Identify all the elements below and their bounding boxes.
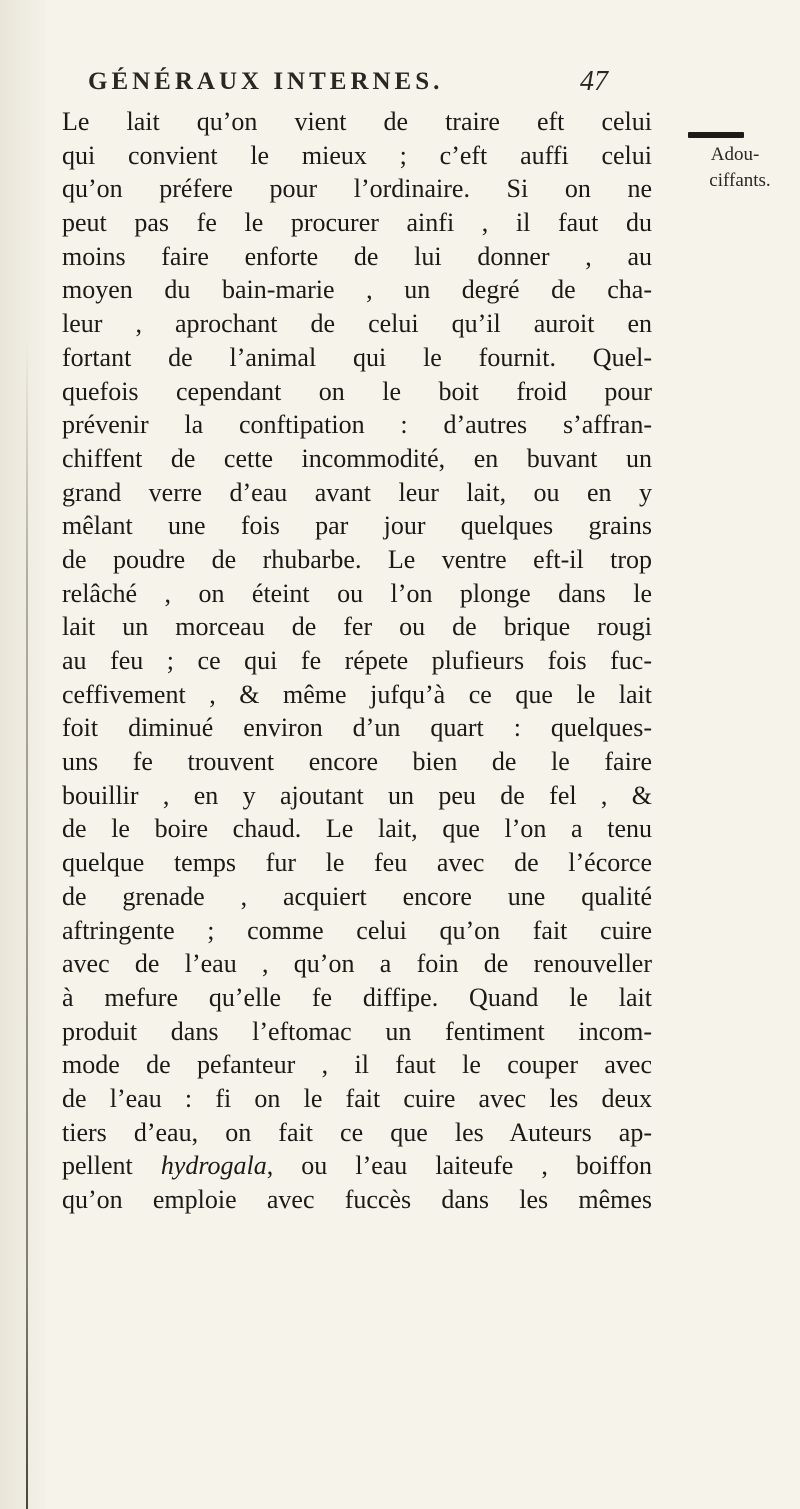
body-line: prévenir la conftipation : d’autres s’affran- — [62, 410, 652, 440]
body-line: fortant de l’animal qui le fournit. Quel- — [62, 342, 652, 372]
body-line: ceffivement , & même jufqu’à ce que le lait — [62, 679, 652, 709]
body-line: mode de pefanteur , il faut le couper avec — [62, 1050, 652, 1080]
body-line: avec de l’eau , qu’on a foin de renouveller — [62, 949, 652, 979]
margin-note-line-2: ciffants. — [709, 170, 771, 191]
margin-note-line-1: Adou- — [710, 144, 760, 165]
body-text — [62, 105, 652, 1217]
body-line: chiffent de cette incommodité, en buvant un — [62, 443, 652, 473]
body-line: Le lait qu’on vient de traire eft celui — [62, 107, 652, 136]
body-line: foit diminué environ d’un quart : quelques- — [62, 713, 652, 743]
margin-note — [680, 132, 790, 194]
line-text-before: pellent — [62, 1151, 161, 1181]
body-line: tiers d’eau, on fait ce que les Auteurs ap- — [62, 1117, 652, 1147]
body-line: quelque temps fur le feu avec de l’écorce — [62, 848, 652, 878]
body-line-with-term — [62, 1149, 652, 1183]
body-line: quefois cependant on le boit froid pour — [62, 376, 652, 406]
page-number: 47 — [580, 66, 608, 97]
page-header — [88, 68, 648, 104]
gutter-shadow — [0, 0, 46, 1509]
body-line: relâché , on éteint ou l’on plonge dans le — [62, 578, 652, 608]
body-line: bouillir , en y ajoutant un peu de fel , & — [62, 780, 652, 810]
gutter-edge — [26, 340, 28, 1509]
running-head: GÉNÉRAUX INTERNES. — [88, 68, 444, 95]
body-line: de grenade , acquiert encore une qualité — [62, 881, 652, 911]
body-line: de poudre de rhubarbe. Le ventre eft-il trop — [62, 544, 652, 574]
body-line: moyen du bain-marie , un degré de cha- — [62, 275, 652, 305]
body-line: qu’on préfere pour l’ordinaire. Si on ne — [62, 174, 652, 204]
body-line: grand verre d’eau avant leur lait, ou en y — [62, 477, 652, 507]
body-line-last: qu’on emploie avec fuccès dans les mêmes — [62, 1185, 652, 1214]
body-line: aftringente ; comme celui qu’on fait cuire — [62, 915, 652, 945]
body-line: de l’eau : fi on le fait cuire avec les deux — [62, 1083, 652, 1113]
body-line: uns fe trouvent encore bien de le faire — [62, 747, 652, 777]
body-line: leur , aprochant de celui qu’il auroit en — [62, 309, 652, 339]
line-text-after: , ou l’eau laiteufe , boiffon — [266, 1151, 652, 1181]
body-line: de le boire chaud. Le lait, que l’on a tenu — [62, 814, 652, 844]
body-line: à mefure qu’elle fe diffipe. Quand le lait — [62, 982, 652, 1012]
body-line: qui convient le mieux ; c’eft auffi celui — [62, 140, 652, 170]
body-line: moins faire enforte de lui donner , au — [62, 241, 652, 271]
body-line: peut pas fe le procurer ainfi , il faut du — [62, 208, 652, 238]
margin-rule — [688, 132, 744, 138]
body-line: produit dans l’eftomac un fentiment incom- — [62, 1016, 652, 1046]
body-line: au feu ; ce qui fe répete plufieurs fois fuc- — [62, 646, 652, 675]
body-line: lait un morceau de fer ou de brique rougi — [62, 612, 652, 642]
italic-term: hydrogala — [160, 1151, 267, 1181]
body-line: mêlant une fois par jour quelques grains — [62, 511, 652, 541]
